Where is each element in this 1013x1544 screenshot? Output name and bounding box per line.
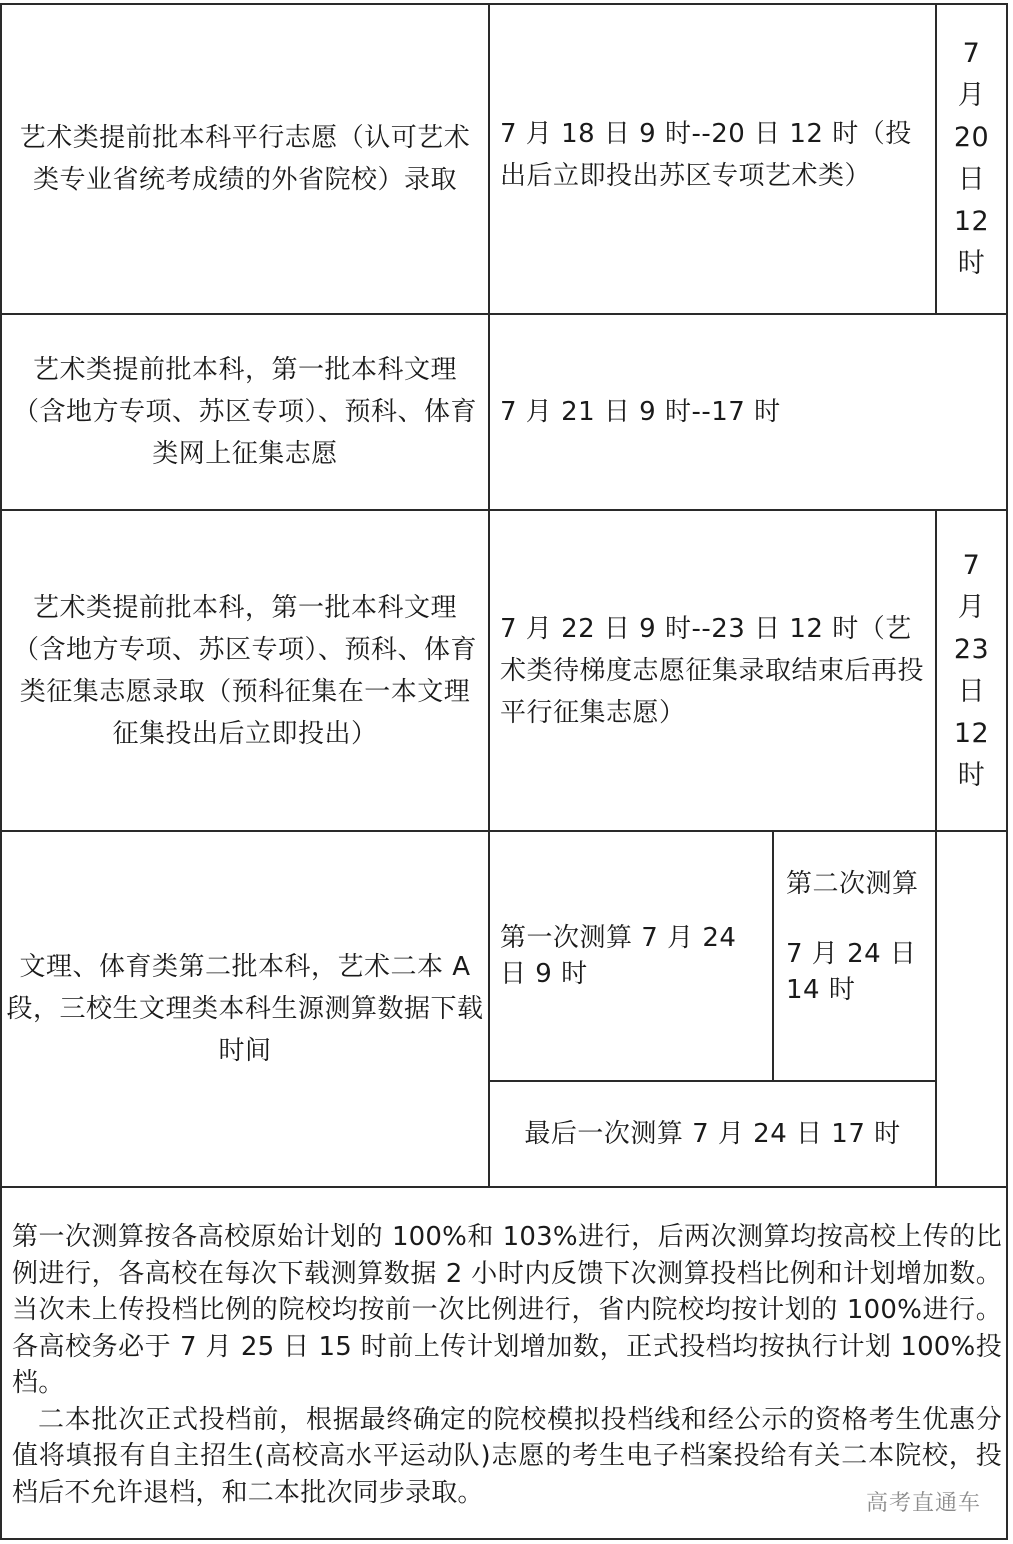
deadline-part: 月 xyxy=(957,80,986,111)
first-estimate-cell xyxy=(500,832,768,1080)
row-2-time-text: 7 月 21 日 9 时--17 时 xyxy=(500,397,781,427)
table-border xyxy=(0,1538,1008,1540)
row-3-deadline xyxy=(937,545,1006,797)
table-row-item xyxy=(6,832,484,1186)
deadline-part: 7 xyxy=(962,38,981,69)
table-border xyxy=(0,1186,1008,1188)
table-row-item xyxy=(10,511,480,830)
table-row-item xyxy=(8,5,482,313)
table-row-time xyxy=(500,5,930,305)
row-1-time-text: 7 月 18 日 9 时--20 日 12 时（投出后立即投出苏区专项艺术类） xyxy=(500,119,912,191)
deadline-part: 时 xyxy=(957,248,986,279)
last-estimate-text: 最后一次测算 7 月 24 日 17 时 xyxy=(524,1119,901,1149)
deadline-part: 日 xyxy=(957,675,986,707)
table-row-deadline xyxy=(937,5,1006,313)
table-border xyxy=(1006,3,1008,1540)
second-estimate xyxy=(786,866,932,1008)
row-3-time-text: 7 月 22 日 9 时--23 日 12 时（艺术类待梯度志愿征集录取结束后再投平行征集志愿） xyxy=(500,613,925,728)
deadline-part: 月 xyxy=(957,591,986,623)
row-1-item-text: 艺术类提前批本科平行志愿（认可艺术类专业省统考成绩的外省院校）录取 xyxy=(19,123,471,195)
table-border xyxy=(0,3,2,1540)
deadline-part: 23 xyxy=(953,633,990,665)
row-4-item-text: 文理、体育类第二批本科，艺术二本 A 段，三校生文理类本科生源测算数据下载时间 xyxy=(6,952,484,1066)
first-estimate-text: 第一次测算 7 月 24 日 9 时 xyxy=(500,923,737,989)
watermark-text: 高考直通车 xyxy=(866,1491,982,1516)
deadline-part: 12 xyxy=(953,206,990,237)
table-border xyxy=(488,3,490,1188)
deadline-part: 12 xyxy=(953,717,990,749)
last-estimate-cell xyxy=(490,1082,935,1186)
deadline-part: 日 xyxy=(957,164,986,195)
table-border xyxy=(772,830,774,1082)
second-estimate-time: 7 月 24 日 14 时 xyxy=(786,939,917,1005)
second-estimate-title: 第二次测算 xyxy=(786,869,919,899)
deadline-part: 20 xyxy=(953,122,990,153)
table-row-deadline xyxy=(937,511,1006,830)
row-3-item-text: 艺术类提前批本科，第一批本科文理（含地方专项、苏区专项）、预科、体育类征集志愿录取（预科征集在一本文理征集投出后立即投出） xyxy=(12,592,477,749)
notes-section xyxy=(12,1219,1002,1511)
row-1-deadline xyxy=(937,33,1006,285)
deadline-part: 7 xyxy=(962,549,981,581)
second-estimate-cell xyxy=(786,832,932,1080)
deadline-part: 时 xyxy=(957,759,986,791)
note-paragraph: 二本批次正式投档前，根据最终确定的院校模拟投档线和经公示的资格考生优惠分值将填报有自主招生(高校高水平运动队)志愿的考生电子档案投给有关二本院校，投档后不允许退档，和二本批次同步录取。 xyxy=(12,1404,1002,1508)
table-row-item xyxy=(10,315,480,509)
row-2-item-text: 艺术类提前批本科，第一批本科文理（含地方专项、苏区专项）、预科、体育类网上征集志愿 xyxy=(12,355,477,469)
table-row-time xyxy=(500,315,1000,509)
note-paragraph: 第一次测算按各高校原始计划的 100%和 103%进行，后两次测算均按高校上传的比例进行，各高校在每次下载测算数据 2 小时内反馈下次测算投档比例和计划增加数。当次未上传投档比例的院校均按前一次比例进行，省内院校均按计划的 100%进行。各高校务必于 7 月 25 日 15 时前上传计划增加数，正式投档均按执行计划 100%投档。 xyxy=(12,1222,1002,1398)
table-row-time xyxy=(500,511,930,830)
